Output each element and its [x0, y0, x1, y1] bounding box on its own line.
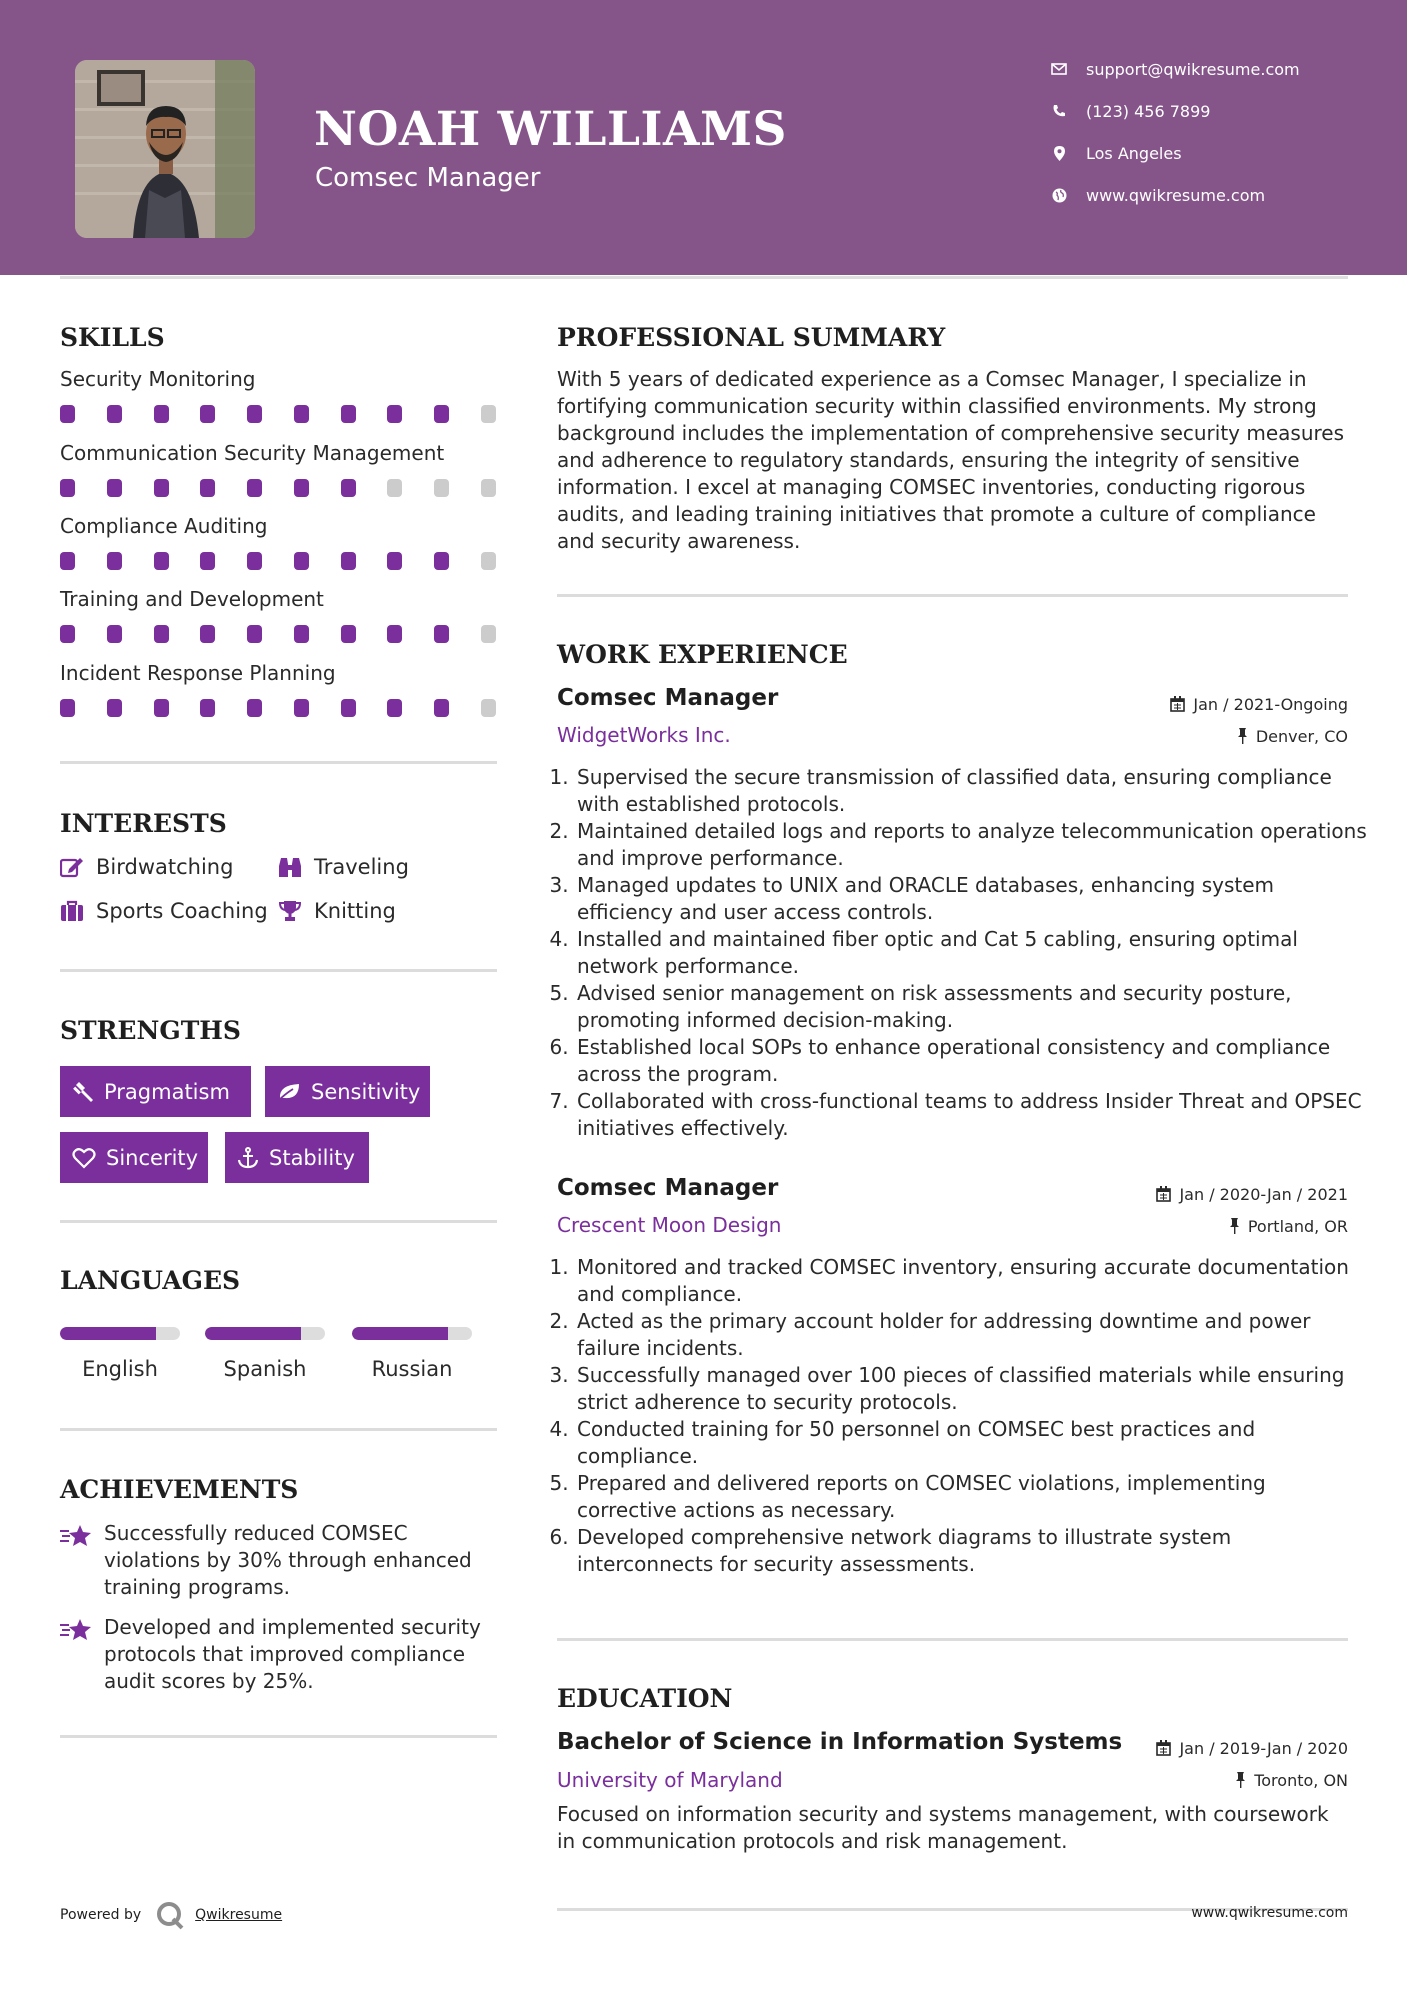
degree-title: Bachelor of Science in Information Systems	[557, 1729, 1123, 1755]
interest-label: Birdwatching	[96, 855, 234, 879]
contact-phone[interactable]	[1050, 99, 1210, 123]
skill-dot-filled	[60, 699, 75, 717]
heart-icon	[72, 1147, 96, 1169]
responsibility-item: 3. Successfully managed over 100 pieces of classified materials while ensuring strict adherence to security protocols.	[575, 1362, 1370, 1416]
skill-dot-filled	[247, 405, 262, 423]
language-name: English	[82, 1357, 158, 1381]
strength-chip	[225, 1132, 369, 1183]
education-heading: EDUCATION	[557, 1684, 733, 1713]
language-level-bar	[352, 1327, 472, 1340]
interest-item	[278, 898, 396, 924]
education-dates-text: Jan / 2019-Jan / 2020	[1179, 1738, 1348, 1758]
skill-dot-filled	[107, 625, 122, 643]
strength-chip	[60, 1066, 251, 1117]
contact-website-text: www.qwikresume.com	[1086, 185, 1266, 205]
school-name: University of Maryland	[557, 1768, 783, 1792]
skill-name: Communication Security Management	[60, 441, 445, 465]
section-divider	[60, 969, 497, 972]
pushpin-icon	[1229, 1218, 1240, 1234]
skill-dot-filled	[341, 552, 356, 570]
job-title: Comsec Manager	[557, 1175, 779, 1201]
skill-dot-empty	[481, 699, 496, 717]
education-dates	[1156, 1737, 1348, 1759]
strength-label: Pragmatism	[104, 1079, 230, 1104]
skill-dot-empty	[387, 479, 402, 497]
skill-dot-filled	[107, 699, 122, 717]
strength-label: Stability	[269, 1145, 355, 1170]
skill-rating	[60, 699, 496, 717]
strength-label: Sincerity	[106, 1145, 199, 1170]
skill-dot-filled	[107, 479, 122, 497]
responsibility-item: 3. Managed updates to UNIX and ORACLE databases, enhancing system efficiency and user access controls.	[575, 872, 1370, 926]
skill-dot-filled	[294, 625, 309, 643]
contact-website[interactable]	[1050, 183, 1265, 207]
skill-dot-empty	[481, 552, 496, 570]
responsibility-item: 5. Prepared and delivered reports on COMSEC violations, implementing corrective actions as necessary.	[575, 1470, 1370, 1524]
responsibility-item: 4. Conducted training for 50 personnel on COMSEC best practices and compliance.	[575, 1416, 1370, 1470]
skills-heading: SKILLS	[60, 323, 165, 352]
interest-label: Traveling	[314, 855, 409, 879]
achievement-item	[60, 1520, 500, 1601]
skill-dot-filled	[341, 479, 356, 497]
summary-heading: PROFESSIONAL SUMMARY	[557, 323, 946, 352]
qwikresume-logo-icon	[155, 1900, 185, 1930]
language-level-fill	[60, 1327, 156, 1340]
skill-dot-filled	[200, 625, 215, 643]
profile-photo	[75, 60, 255, 238]
section-divider	[60, 1735, 497, 1738]
qwikresume-link[interactable]: Qwikresume	[195, 1907, 283, 1923]
job-location	[1237, 725, 1348, 747]
skill-dot-filled	[154, 699, 169, 717]
skill-dot-filled	[341, 405, 356, 423]
skill-dot-filled	[434, 552, 449, 570]
candidate-name: NOAH WILLIAMS	[314, 102, 787, 157]
skill-rating	[60, 479, 496, 497]
skill-dot-filled	[294, 405, 309, 423]
responsibility-item: 2. Acted as the primary account holder for addressing downtime and power failure incidents.	[575, 1308, 1370, 1362]
calendar-icon	[1156, 1186, 1171, 1202]
responsibility-item: 7. Collaborated with cross-functional teams to address Insider Threat and OPSEC initiatives effectively.	[575, 1088, 1370, 1142]
job-responsibilities	[555, 764, 1370, 1142]
skill-dot-filled	[107, 552, 122, 570]
skill-dot-empty	[434, 479, 449, 497]
skill-dot-filled	[434, 405, 449, 423]
skill-dot-filled	[294, 552, 309, 570]
map-pin-icon	[1050, 144, 1068, 162]
skill-dot-filled	[154, 405, 169, 423]
contact-email[interactable]	[1050, 57, 1300, 81]
envelope-icon	[1050, 60, 1068, 78]
work-experience-heading: WORK EXPERIENCE	[557, 640, 848, 669]
contact-location	[1050, 141, 1182, 165]
achievement-text: Successfully reduced COMSEC violations by 30% through enhanced training programs.	[104, 1521, 472, 1599]
job-dates-text: Jan / 2021-Ongoing	[1193, 694, 1348, 714]
language-name: Spanish	[223, 1357, 307, 1381]
job-location	[1229, 1215, 1348, 1237]
interest-label: Sports Coaching	[96, 899, 268, 923]
candidate-title: Comsec Manager	[315, 163, 541, 193]
skill-rating	[60, 625, 496, 643]
leaf-icon	[277, 1082, 301, 1102]
skill-dot-filled	[200, 479, 215, 497]
achievement-item	[60, 1614, 500, 1695]
skill-dot-filled	[341, 699, 356, 717]
skill-dot-filled	[387, 552, 402, 570]
skill-dot-empty	[481, 479, 496, 497]
header-divider	[60, 276, 1348, 279]
skill-name: Security Monitoring	[60, 367, 256, 391]
skill-dot-filled	[247, 699, 262, 717]
responsibility-item: 6. Established local SOPs to enhance operational consistency and compliance across the program.	[575, 1034, 1370, 1088]
strength-label: Sensitivity	[311, 1079, 421, 1104]
skill-dot-filled	[60, 552, 75, 570]
skill-dot-filled	[60, 625, 75, 643]
interest-item	[278, 854, 409, 880]
skill-dot-filled	[200, 405, 215, 423]
job-location-text: Portland, OR	[1247, 1216, 1348, 1236]
skill-dot-filled	[200, 552, 215, 570]
responsibility-item: 5. Advised senior management on risk assessments and security posture, promoting informed decision-making.	[575, 980, 1370, 1034]
job-dates	[1170, 693, 1348, 715]
interest-label: Knitting	[314, 899, 396, 923]
job-dates	[1156, 1183, 1348, 1205]
powered-by	[60, 1898, 282, 1932]
gavel-icon	[72, 1081, 94, 1103]
skill-dot-empty	[481, 625, 496, 643]
skill-dot-filled	[341, 625, 356, 643]
phone-icon	[1050, 102, 1068, 120]
skill-rating	[60, 552, 496, 570]
language-name: Russian	[371, 1357, 453, 1381]
shooting-star-icon	[60, 1522, 92, 1548]
briefcase-icon	[60, 900, 84, 922]
section-divider	[557, 594, 1348, 597]
job-title: Comsec Manager	[557, 685, 779, 711]
language-level-bar	[205, 1327, 325, 1340]
section-divider	[60, 1220, 497, 1223]
skill-dot-filled	[387, 405, 402, 423]
contact-location-text: Los Angeles	[1086, 143, 1182, 163]
calendar-icon	[1170, 696, 1185, 712]
pencil-square-icon	[60, 856, 84, 878]
contact-email-text: support@qwikresume.com	[1086, 59, 1300, 79]
skill-dot-filled	[60, 479, 75, 497]
interests-heading: INTERESTS	[60, 809, 227, 838]
contact-phone-text: (123) 456 7899	[1086, 101, 1211, 121]
footer-website[interactable]: www.qwikresume.com	[1191, 1905, 1348, 1921]
anchor-icon	[237, 1147, 259, 1169]
achievements-heading: ACHIEVEMENTS	[60, 1475, 299, 1504]
language-level-fill	[352, 1327, 448, 1340]
skill-dot-filled	[387, 625, 402, 643]
skill-name: Incident Response Planning	[60, 661, 336, 685]
language-level-bar	[60, 1327, 180, 1340]
job-responsibilities	[555, 1254, 1370, 1578]
binoculars-icon	[278, 856, 302, 878]
skill-dot-filled	[107, 405, 122, 423]
skill-dot-filled	[387, 699, 402, 717]
skill-dot-empty	[481, 405, 496, 423]
skill-name: Training and Development	[60, 587, 324, 611]
section-divider	[60, 761, 497, 764]
section-divider	[557, 1638, 1348, 1641]
job-location-text: Denver, CO	[1255, 726, 1348, 746]
achievement-text: Developed and implemented security protocols that improved compliance audit scores by 25%.	[104, 1615, 481, 1693]
responsibility-item: 1. Supervised the secure transmission of classified data, ensuring compliance with established protocols.	[575, 764, 1370, 818]
strength-chip	[60, 1132, 208, 1183]
section-divider	[60, 1428, 497, 1431]
skill-dot-filled	[154, 552, 169, 570]
responsibility-item: 6. Developed comprehensive network diagrams to illustrate system interconnects for security assessments.	[575, 1524, 1370, 1578]
skill-dot-filled	[154, 479, 169, 497]
skill-dot-filled	[60, 405, 75, 423]
strength-chip	[265, 1066, 430, 1117]
education-description: Focused on information security and systems management, with coursework in communication protocols and risk management.	[557, 1802, 1329, 1853]
calendar-icon	[1156, 1740, 1171, 1756]
pushpin-icon	[1237, 728, 1248, 744]
skill-dot-filled	[434, 699, 449, 717]
language-level-fill	[205, 1327, 301, 1340]
skill-rating	[60, 405, 496, 423]
shooting-star-icon	[60, 1616, 92, 1642]
skill-name: Compliance Auditing	[60, 514, 268, 538]
skill-dot-filled	[247, 552, 262, 570]
responsibility-item: 1. Monitored and tracked COMSEC inventory, ensuring accurate documentation and compliance.	[575, 1254, 1370, 1308]
skill-dot-filled	[434, 625, 449, 643]
skill-dot-filled	[294, 699, 309, 717]
interest-item	[60, 854, 233, 880]
responsibility-item: 4. Installed and maintained fiber optic and Cat 5 cabling, ensuring optimal network performance.	[575, 926, 1370, 980]
globe-icon	[1050, 186, 1068, 204]
company-name: WidgetWorks Inc.	[557, 723, 731, 747]
resume-header	[0, 0, 1407, 275]
skill-dot-filled	[200, 699, 215, 717]
powered-by-label: Powered by	[60, 1907, 142, 1923]
trophy-icon	[278, 900, 302, 922]
interest-item	[60, 898, 268, 924]
responsibility-item: 2. Maintained detailed logs and reports to analyze telecommunication operations and improve performance.	[575, 818, 1370, 872]
skill-dot-filled	[154, 625, 169, 643]
strengths-heading: STRENGTHS	[60, 1016, 241, 1045]
job-dates-text: Jan / 2020-Jan / 2021	[1179, 1184, 1348, 1204]
education-location-text: Toronto, ON	[1254, 1770, 1348, 1790]
skill-dot-filled	[247, 479, 262, 497]
education-location	[1235, 1769, 1348, 1791]
company-name: Crescent Moon Design	[557, 1213, 782, 1237]
languages-heading: LANGUAGES	[60, 1266, 241, 1295]
skill-dot-filled	[294, 479, 309, 497]
summary-text: With 5 years of dedicated experience as a Comsec Manager, I specialize in fortifying communication security within classified environments. My strong background includes the implementation of comprehensive security measures and adherence to regulatory standards, ensuring the integrity of sensitive information. I excel at managing COMSEC inventories, conducting rigorous audits, and leading training initiatives that promote a culture of compliance and security awareness.	[557, 367, 1345, 553]
skill-dot-filled	[247, 625, 262, 643]
pushpin-icon	[1235, 1772, 1246, 1788]
